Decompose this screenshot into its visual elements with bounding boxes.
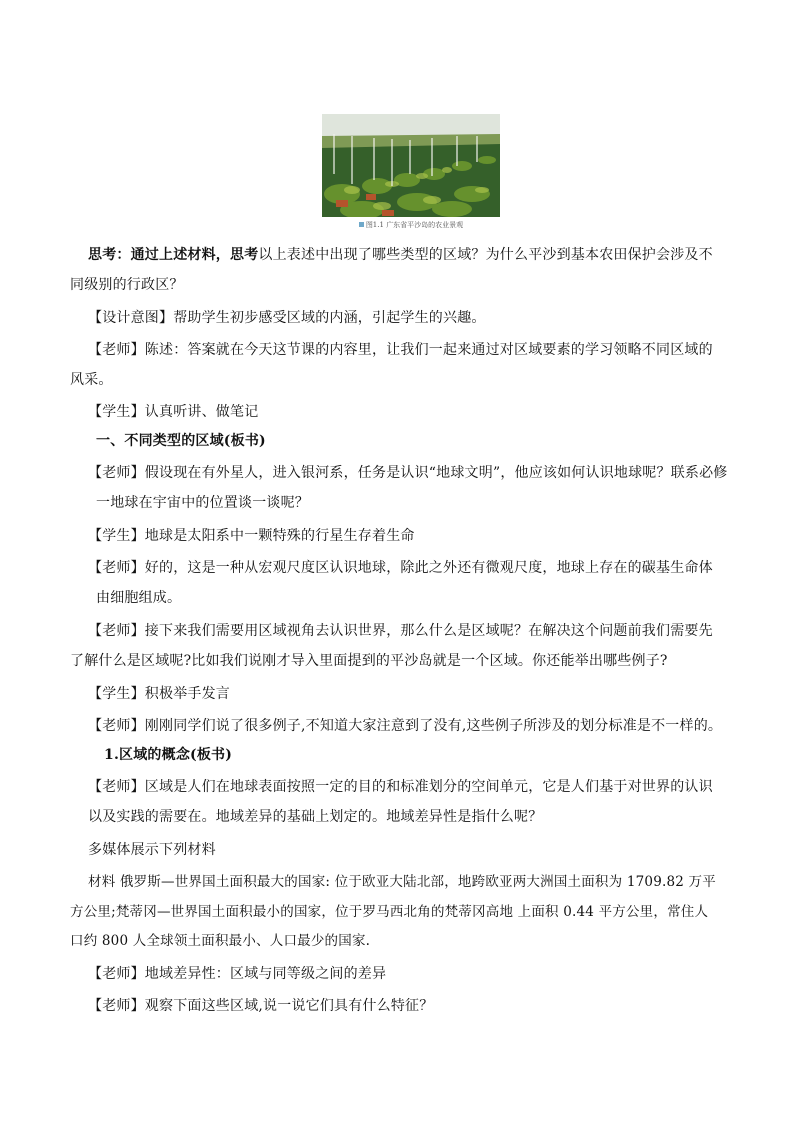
student-response-1: 【学生】认真听讲、做笔记	[88, 404, 259, 420]
figure-caption-label: 图1.1	[365, 221, 384, 229]
think-text: 以上表述中出现了哪些类型的区域？为什么平沙到基本农田保护会涉及不	[258, 247, 713, 263]
teacher-statement-5: 【老师】刚刚同学们说了很多例子,不知道大家注意到了没有,这些例子所涉及的划分标准是不一样的。	[88, 718, 723, 734]
teacher-statement-4-line2: 了解什么是区域呢?比如我们说刚才导入里面提到的平沙岛就是一个区域。你还能举出哪些例子?	[70, 653, 668, 669]
caption-marker-icon	[359, 222, 364, 227]
student-response-3: 【学生】积极举手发言	[88, 686, 230, 702]
material-line3: 口约 800 人全球领土面积最小、人口最少的国家.	[70, 933, 371, 949]
material-line2: 方公里;梵蒂冈—世界国土面积最小的国家，位于罗马西北角的梵蒂冈高地 上面积 0.44 平方公里，常住人	[70, 904, 709, 920]
farmland-photo	[322, 114, 500, 217]
design-intent: 【设计意图】帮助学生初步感受区域的内涵，引起学生的兴趣。	[88, 310, 486, 326]
teacher-statement-2-line2: 一地球在宇宙中的位置谈一谈呢？	[96, 495, 309, 511]
teacher-statement-6-line1: 【老师】区域是人们在地球表面按照一定的目的和标准划分的空间单元，它是人们基于对世界的认识	[88, 779, 713, 795]
material-line1: 材料 俄罗斯—世界国土面积最大的国家: 位于欧亚大陆北部，地跨欧亚两大洲国土面积为 1709.82 万平	[88, 874, 716, 890]
section-heading-concept: 1.区域的概念(板书)	[104, 747, 233, 763]
student-response-2: 【学生】地球是太阳系中一颗特殊的行星生存着生命	[88, 528, 415, 544]
teacher-statement-4-line1: 【老师】接下来我们需要用区域视角去认识世界，那么什么是区域呢？在解决这个问题前我们需要先	[88, 623, 713, 639]
think-paragraph-line1	[88, 246, 713, 264]
farmland-illustration	[322, 114, 500, 217]
teacher-statement-7: 【老师】地域差异性：区域与同等级之间的差异	[88, 966, 387, 982]
teacher-statement-6-line2: 以及实践的需要在。地域差异的基础上划定的。地域差异性是指什么呢？	[88, 809, 543, 825]
think-bold-text: 思考：通过上述材料，思考	[88, 247, 259, 263]
teacher-statement-2-line1: 【老师】假设现在有外星人，进入银河系，任务是认识“地球文明”，他应该如何认识地球呢？联系必修	[88, 465, 728, 481]
teacher-statement-3-line2: 由细胞组成。	[96, 590, 182, 606]
figure-caption	[322, 221, 500, 230]
teacher-statement-1-line1: 【老师】陈述：答案就在今天这节课的内容里，让我们一起来通过对区域要素的学习领略不同区域的	[88, 342, 713, 358]
teacher-statement-1-line2: 风采。	[70, 372, 113, 388]
figure-caption-text: 广东省平沙岛的农业景观	[386, 221, 464, 229]
teacher-statement-3-line1: 【老师】好的，这是一种从宏观尺度区认识地球，除此之外还有微观尺度，地球上存在的碳基生命体	[88, 560, 713, 576]
multimedia-note: 多媒体展示下列材料	[88, 842, 216, 858]
section-heading-types: 一、不同类型的区域(板书)	[96, 433, 266, 449]
teacher-statement-8: 【老师】观察下面这些区域,说一说它们具有什么特征？	[88, 998, 434, 1014]
think-paragraph-line2: 同级别的行政区？	[70, 277, 184, 293]
